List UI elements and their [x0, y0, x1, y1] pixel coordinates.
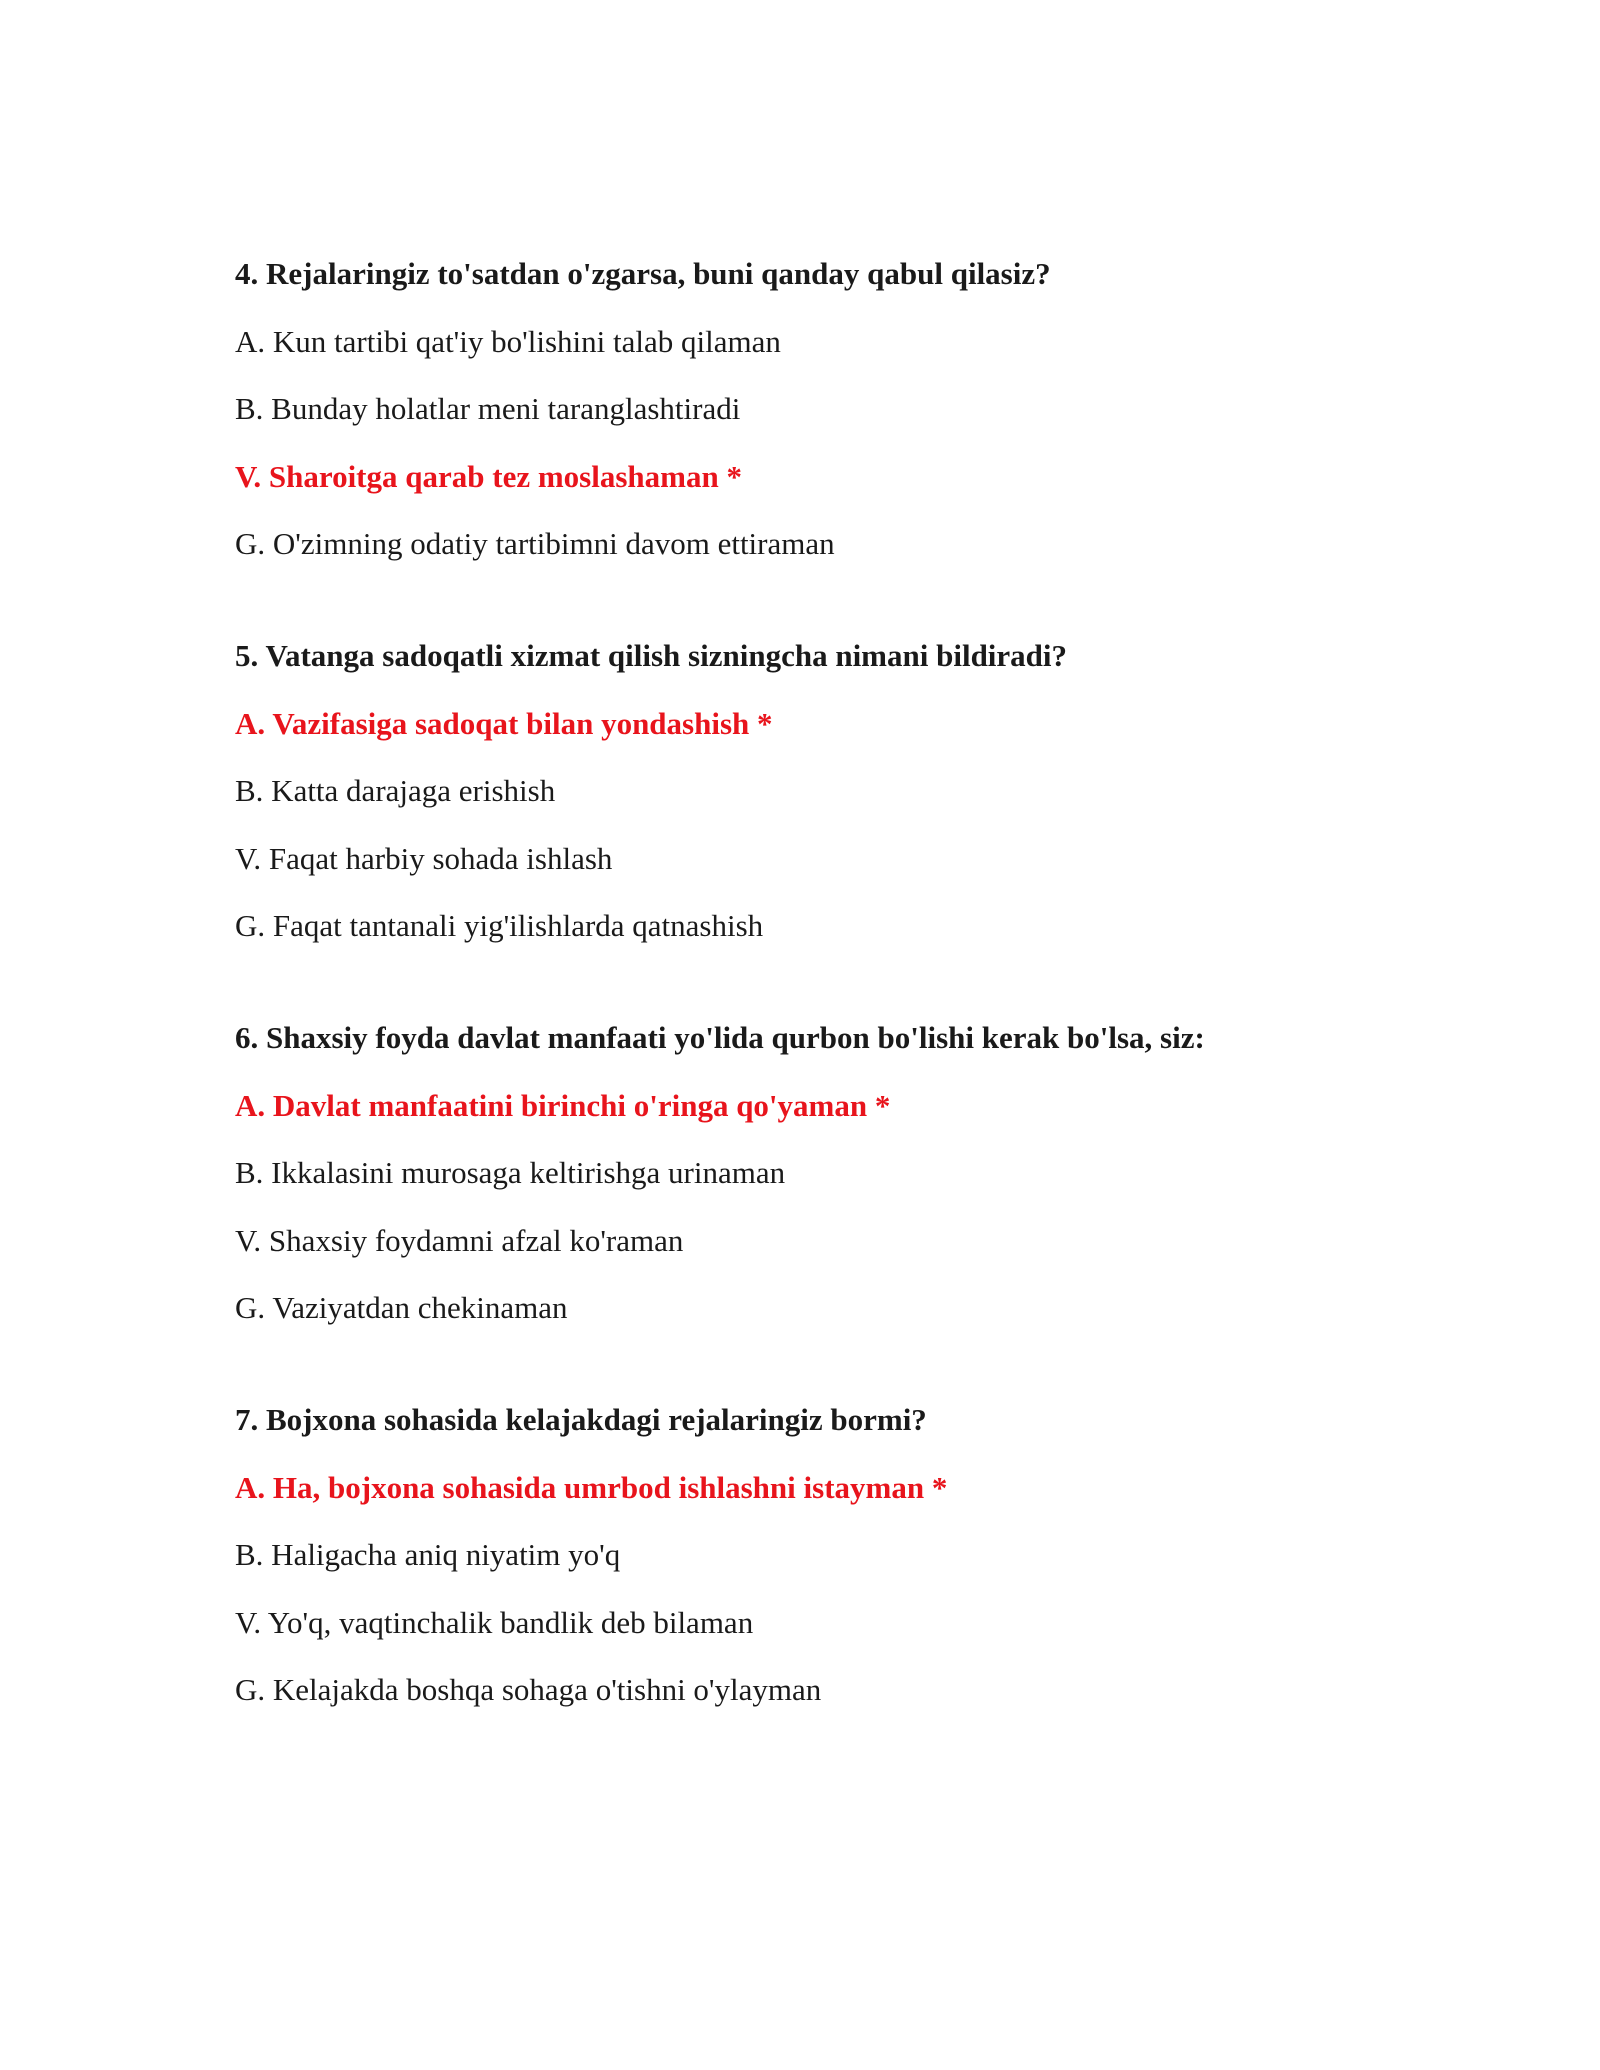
answer-option: G. Faqat tantanali yig'ilishlarda qatnashish: [235, 908, 764, 943]
answer-option: V. Shaxsiy foydamni afzal ko'raman: [235, 1222, 684, 1258]
answer-option-correct: A. Davlat manfaatini birinchi o'ringa qo'yaman *: [235, 1087, 891, 1123]
answer-option: B. Ikkalasini murosaga keltirishga urinaman: [235, 1155, 786, 1190]
question-title: 4. Rejalaringiz to'satdan o'zgarsa, buni qanday qabul qilasiz?: [235, 256, 1051, 291]
answer-option: B. Bunday holatlar meni taranglashtiradi: [235, 391, 741, 426]
document-page: [235, 252, 1435, 1712]
answer-option: A. Kun tartibi qat'iy bo'lishini talab qilaman: [235, 323, 781, 359]
answer-option: V. Yo'q, vaqtinchalik bandlik deb bilaman: [235, 1604, 754, 1640]
answer-option: V. Faqat harbiy sohada ishlash: [235, 840, 613, 876]
answer-option: G. Kelajakda boshqa sohaga o'tishni o'ylayman: [235, 1672, 822, 1707]
question-block-6: [235, 1016, 1435, 1330]
question-block-5: [235, 634, 1435, 948]
question-title: 6. Shaxsiy foyda davlat manfaati yo'lida qurbon bo'lishi kerak bo'lsa, siz:: [235, 1020, 1205, 1055]
answer-option: G. O'zimning odatiy tartibimni davom ettiraman: [235, 526, 835, 561]
answer-option: B. Haligacha aniq niyatim yo'q: [235, 1537, 621, 1572]
question-title: 5. Vatanga sadoqatli xizmat qilish sizningcha nimani bildiradi?: [235, 638, 1068, 673]
answer-option: B. Katta darajaga erishish: [235, 773, 556, 808]
answer-option: G. Vaziyatdan chekinaman: [235, 1290, 568, 1325]
answer-option-correct: A. Ha, bojxona sohasida umrbod ishlashni istayman *: [235, 1469, 948, 1505]
question-title: 7. Bojxona sohasida kelajakdagi rejalaringiz bormi?: [235, 1402, 927, 1437]
answer-option-correct: A. Vazifasiga sadoqat bilan yondashish *: [235, 705, 773, 741]
answer-option-correct: V. Sharoitga qarab tez moslashaman *: [235, 458, 742, 494]
question-block-7: [235, 1398, 1435, 1712]
question-block-4: [235, 252, 1435, 566]
